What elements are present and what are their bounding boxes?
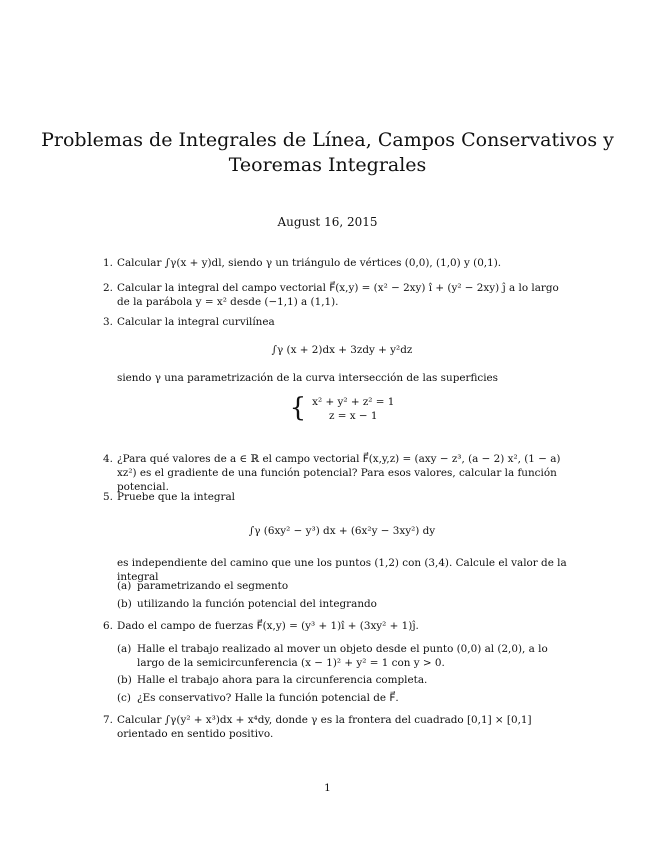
problem-number: 2. [103,282,113,294]
document-date: August 16, 2015 [277,215,378,229]
problem-number: 3. [103,316,113,328]
problem-text: Calcular ∫γ(y² + x³)dx + x⁴dy, donde γ es la frontera del cuadrado [0,1] × [0,1] orientado en sentido positivo. [117,714,532,741]
problem-6a [117,642,567,670]
problem-text: ¿Para qué valores de a ∈ ℝ el campo vectorial F⃗(x,y,z) = (axy − z³, (a − 2) x², (1 − a) xz²) es el gradiente de una función potencial? Para esos valores, calcular la función potencial. [117,453,561,494]
subitem-label: (a) [117,643,132,655]
problem-6c [117,691,567,705]
page-number: 1 [324,782,331,794]
title-line-2: Teoremas Integrales [228,154,427,176]
problem-5 [103,490,567,584]
problem-6b [117,673,567,687]
problem-text: Calcular la integral curvilínea [117,316,275,328]
display-equation: ∫γ (6xy² − y³) dx + (6x²y − 3xy²) dy [248,525,436,538]
problem-7 [103,713,567,741]
problem-number: 6. [103,620,113,632]
problem-number: 1. [103,257,113,269]
problem-text-continued: es independiente del camino que une los puntos (1,2) con (3,4). Calcule el valor de la integral [117,557,567,584]
problem-number: 4. [103,453,113,465]
subitem-text: parametrizando el segmento [137,580,289,592]
problem-text: Calcular ∫γ(x + y)dl, siendo γ un triángulo de vértices (0,0), (1,0) y (0,1). [117,257,502,269]
problem-text-continued: siendo γ una parametrización de la curva intersección de las superficies [117,372,499,385]
equation-2: z = x − 1 [328,409,378,422]
subitem-label: (b) [117,674,132,686]
problem-text: Dado el campo de fuerzas F⃗(x,y) = (y³ + 1)î + (3xy² + 1)ĵ. [117,620,419,632]
left-brace: { [289,393,307,424]
problem-number: 7. [103,714,113,726]
problem-3 [103,315,567,426]
problem-5b [117,597,567,611]
problem-text: Pruebe que la integral [117,491,235,503]
subitem-label: (c) [117,692,131,704]
subitem-text: Halle el trabajo ahora para la circunferencia completa. [137,674,428,686]
display-equation: ∫γ (x + 2)dx + 3zdy + y²dz [271,344,413,357]
equation-1: x² + y² + z² = 1 [312,395,395,408]
problem-2 [103,281,567,309]
document-title [0,128,655,178]
equation-system [117,391,567,426]
subitem-text: Halle el trabajo realizado al mover un objeto desde el punto (0,0) al (2,0), a lo largo de la semicircunferencia (x − 1)² + y² = 1 con y > 0. [137,643,548,670]
subitem-label: (b) [117,598,132,610]
problem-6 [103,619,567,633]
problem-5a [117,579,567,593]
subitem-label: (a) [117,580,132,592]
title-line-1: Problemas de Integrales de Línea, Campos Conservativos y [41,129,614,151]
problem-number: 5. [103,491,113,503]
problem-4 [103,452,567,494]
problem-1 [103,256,567,270]
problem-text: Calcular la integral del campo vectorial F⃗(x,y) = (x² − 2xy) î + (y² − 2xy) ĵ a lo largo de la parábola y = x² desde (−1,1) a (1,1). [117,282,559,309]
subitem-text: ¿Es conservativo? Halle la función potencial de F⃗. [137,692,399,704]
subitem-text: utilizando la función potencial del integrando [137,598,377,610]
